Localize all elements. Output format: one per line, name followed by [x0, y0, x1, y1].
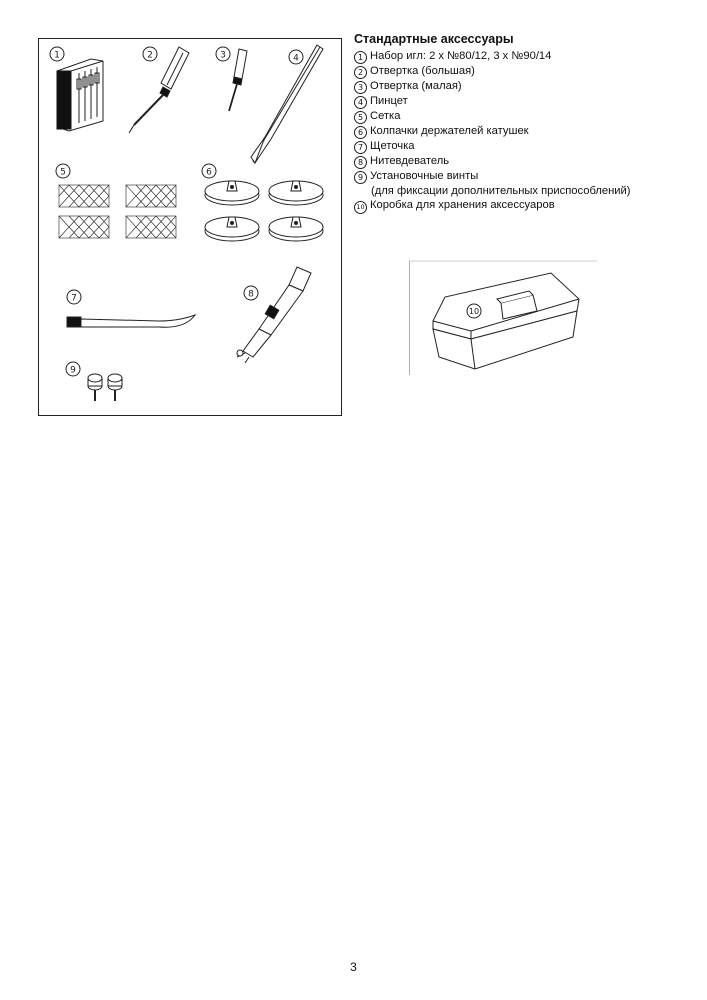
list-item — [354, 169, 631, 184]
item-number: 1 — [354, 51, 367, 64]
badge-8 — [244, 286, 258, 300]
small-screwdriver-image — [229, 49, 247, 111]
accessories-list — [354, 49, 631, 214]
svg-text:8: 8 — [248, 289, 254, 300]
item-number: 6 — [354, 126, 367, 139]
list-item — [354, 49, 631, 64]
list-item — [354, 124, 631, 139]
svg-text:7: 7 — [71, 293, 77, 304]
item-text: Установочные винты — [370, 170, 479, 182]
item-number: 3 — [354, 81, 367, 94]
item-text: Отвертка (малая) — [370, 80, 462, 92]
item-text: Отвертка (большая) — [370, 65, 475, 77]
needle-threader-image — [237, 267, 311, 363]
list-item — [354, 109, 631, 124]
svg-text:9: 9 — [70, 365, 76, 376]
list-item — [354, 139, 631, 154]
brush-image — [67, 315, 195, 327]
spool-caps-image — [205, 181, 323, 241]
net-image — [59, 185, 176, 238]
svg-text:1: 1 — [54, 50, 60, 61]
badge-9 — [66, 362, 80, 376]
item-text: Сетка — [370, 110, 401, 122]
item-text: Набор игл: 2 х №80/12, 3 х №90/14 — [370, 50, 552, 62]
accessory-box-illustration — [409, 259, 599, 377]
badge-10: 10 — [468, 307, 480, 316]
badge-4 — [289, 50, 303, 64]
list-item-continuation — [354, 184, 631, 198]
list-item — [354, 94, 631, 109]
list-item — [354, 64, 631, 79]
tweezers-image — [251, 45, 323, 163]
item-number: 9 — [354, 171, 367, 184]
item-text: (для фиксации дополнительных приспособлений) — [371, 185, 631, 197]
badge-6 — [202, 164, 216, 178]
large-screwdriver-image — [129, 47, 189, 133]
svg-text:5: 5 — [60, 167, 66, 178]
badge-7 — [67, 290, 81, 304]
set-screws-image — [88, 374, 122, 401]
list-item — [354, 198, 631, 214]
item-number: 10 — [354, 201, 367, 214]
svg-text:3: 3 — [220, 50, 226, 61]
item-text: Коробка для хранения аксессуаров — [370, 199, 555, 212]
item-number: 8 — [354, 156, 367, 169]
item-number: 2 — [354, 66, 367, 79]
item-number: 4 — [354, 96, 367, 109]
item-text: Пинцет — [370, 95, 408, 107]
svg-text:4: 4 — [293, 53, 299, 64]
badge-2 — [143, 47, 157, 61]
svg-text:6: 6 — [206, 167, 212, 178]
accessories-figure — [38, 38, 342, 416]
item-text: Колпачки держателей катушек — [370, 125, 529, 137]
page-number: 3 — [350, 960, 357, 974]
svg-text:2: 2 — [147, 50, 153, 61]
badge-3 — [216, 47, 230, 61]
section-heading: Стандартные аксессуары — [354, 32, 514, 46]
list-item — [354, 79, 631, 94]
accessories-illustration — [39, 39, 343, 417]
list-item — [354, 154, 631, 169]
item-number: 7 — [354, 141, 367, 154]
needle-set-image — [57, 59, 103, 131]
badge-1 — [50, 47, 64, 61]
item-text: Щеточка — [370, 140, 415, 152]
item-text: Нитевдеватель — [370, 155, 450, 167]
item-number: 5 — [354, 111, 367, 124]
badge-5 — [56, 164, 70, 178]
